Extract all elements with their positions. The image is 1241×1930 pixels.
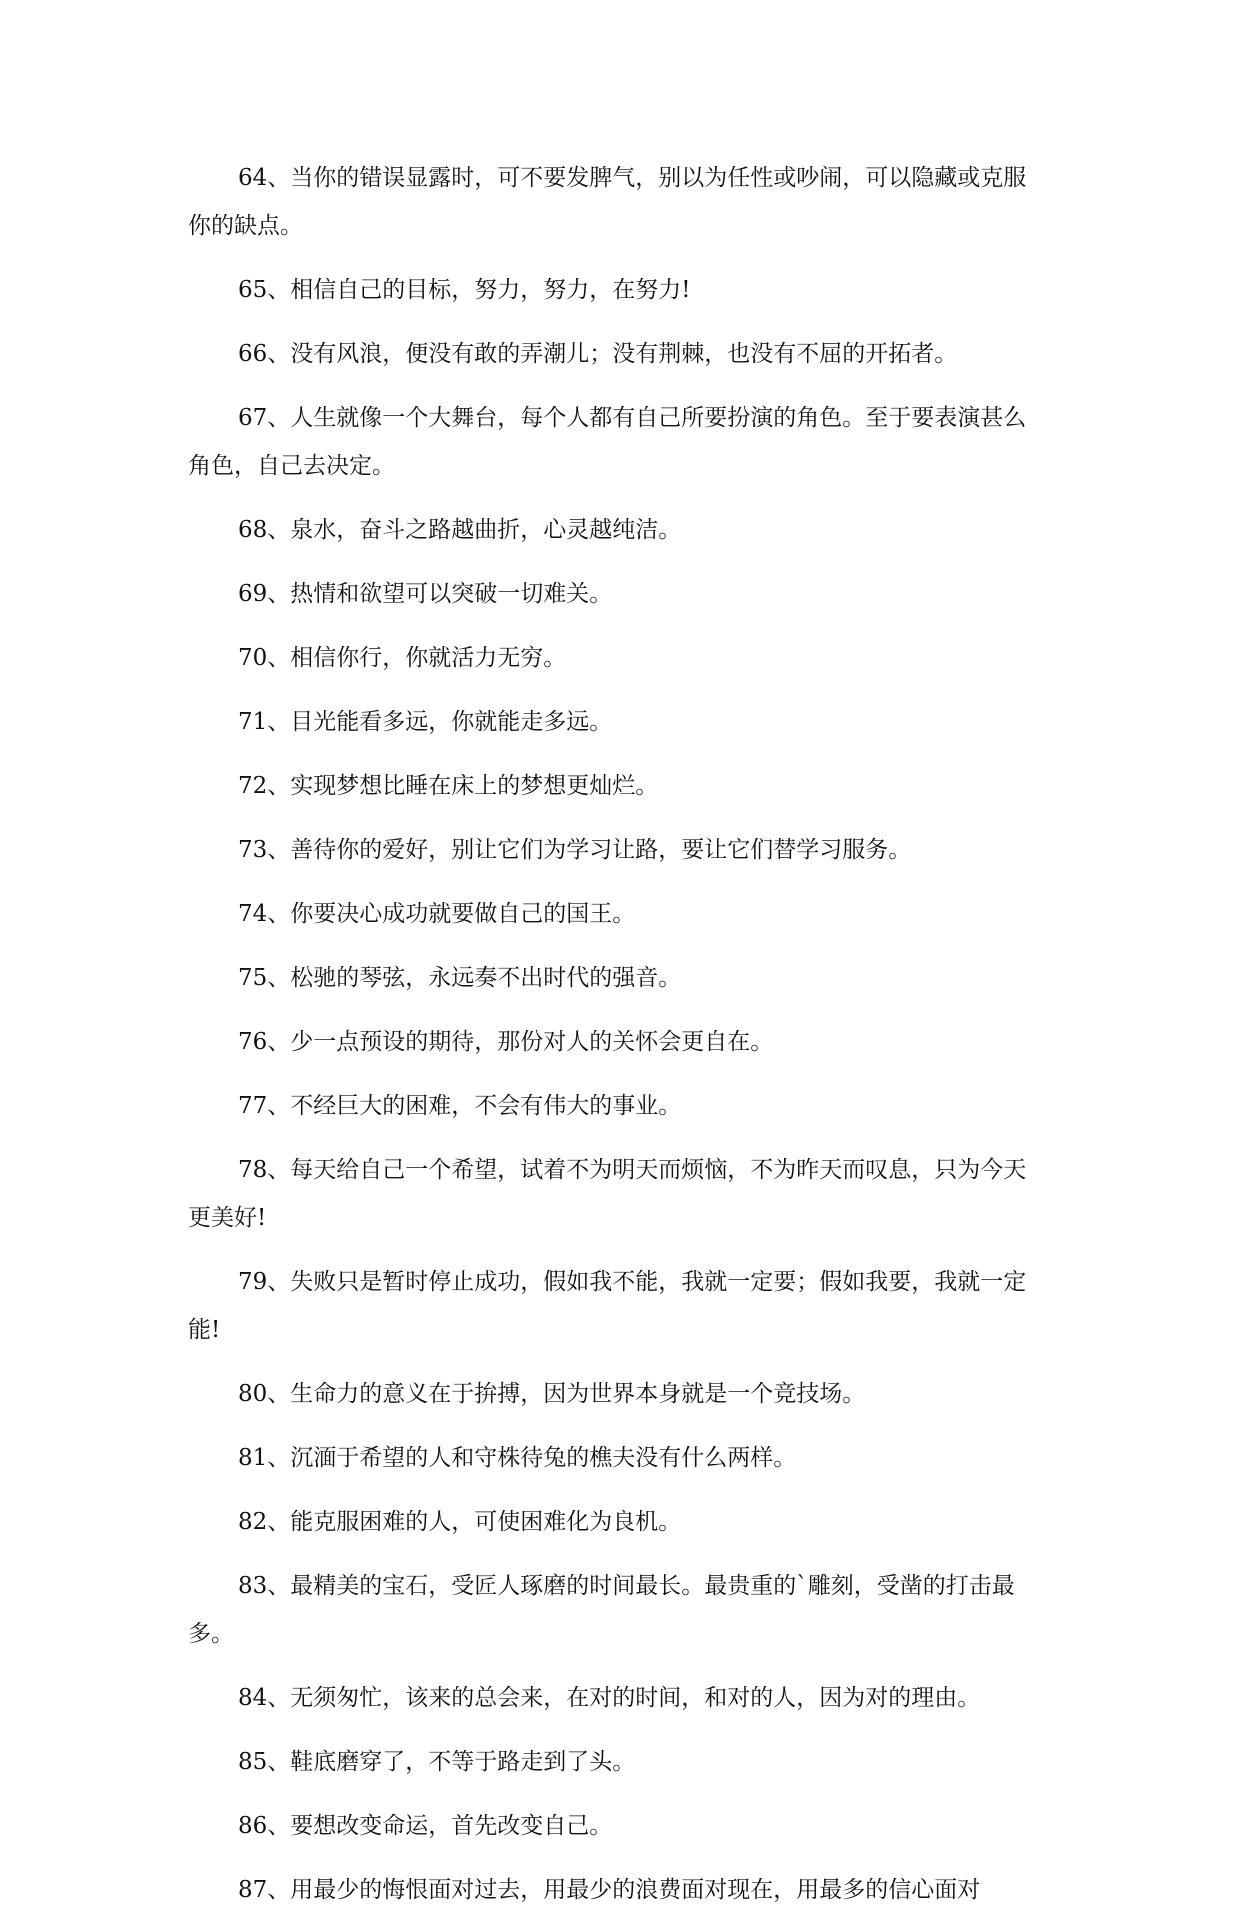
- paragraph-78: 78、每天给自己一个希望，试着不为明天而烦恼，不为昨天而叹息，只为今天更美好!: [188, 1157, 1027, 1231]
- paragraph-64: 64、当你的错误显露时，可不要发脾气，别以为任性或吵闹，可以隐藏或克服你的缺点。: [188, 165, 1027, 239]
- paragraph-70: 70、相信你行，你就活力无穷。: [238, 645, 567, 671]
- paragraph-67: 67、人生就像一个大舞台，每个人都有自己所要扮演的角色。至于要表演甚么角色，自己去决定。: [188, 405, 1027, 479]
- paragraph-86: 86、要想改变命运，首先改变自己。: [238, 1813, 613, 1839]
- paragraph-75: 75、松驰的琴弦，永远奏不出时代的强音。: [238, 965, 682, 991]
- paragraph-80: 80、生命力的意义在于拚搏，因为世界本身就是一个竞技场。: [238, 1381, 866, 1407]
- paragraph-71: 71、目光能看多远，你就能走多远。: [238, 709, 613, 735]
- paragraph-69: 69、热情和欲望可以突破一切难关。: [238, 581, 613, 607]
- paragraph-77: 77、不经巨大的困难，不会有伟大的事业。: [238, 1093, 682, 1119]
- paragraph-87: 87、用最少的悔恨面对过去，用最少的浪费面对现在，用最多的信心面对: [238, 1877, 981, 1903]
- paragraph-83: 83、最精美的宝石，受匠人琢磨的时间最长。最贵重的`雕刻，受凿的打击最多。: [188, 1573, 1015, 1647]
- paragraph-65: 65、相信自己的目标，努力，努力，在努力!: [238, 277, 691, 303]
- paragraph-68: 68、泉水，奋斗之路越曲折，心灵越纯洁。: [238, 517, 682, 543]
- paragraph-85: 85、鞋底磨穿了，不等于路走到了头。: [238, 1749, 636, 1775]
- paragraph-74: 74、你要决心成功就要做自己的国王。: [238, 901, 636, 927]
- document-body: [188, 154, 1048, 1930]
- paragraph-72: 72、实现梦想比睡在床上的梦想更灿烂。: [238, 773, 659, 799]
- paragraph-79: 79、失败只是暂时停止成功，假如我不能，我就一定要；假如我要，我就一定能!: [188, 1269, 1027, 1343]
- paragraph-76: 76、少一点预设的期待，那份对人的关怀会更自在。: [238, 1029, 774, 1055]
- paragraph-66: 66、没有风浪，便没有敢的弄潮儿；没有荆棘，也没有不屈的开拓者。: [238, 341, 958, 367]
- paragraph-82: 82、能克服困难的人，可使困难化为良机。: [238, 1509, 682, 1535]
- paragraph-81: 81、沉湎于希望的人和守株待兔的樵夫没有什么两样。: [238, 1445, 797, 1471]
- paragraph-73: 73、善待你的爱好，别让它们为学习让路，要让它们替学习服务。: [238, 837, 912, 863]
- paragraph-84: 84、无须匆忙，该来的总会来，在对的时间，和对的人，因为对的理由。: [238, 1685, 981, 1711]
